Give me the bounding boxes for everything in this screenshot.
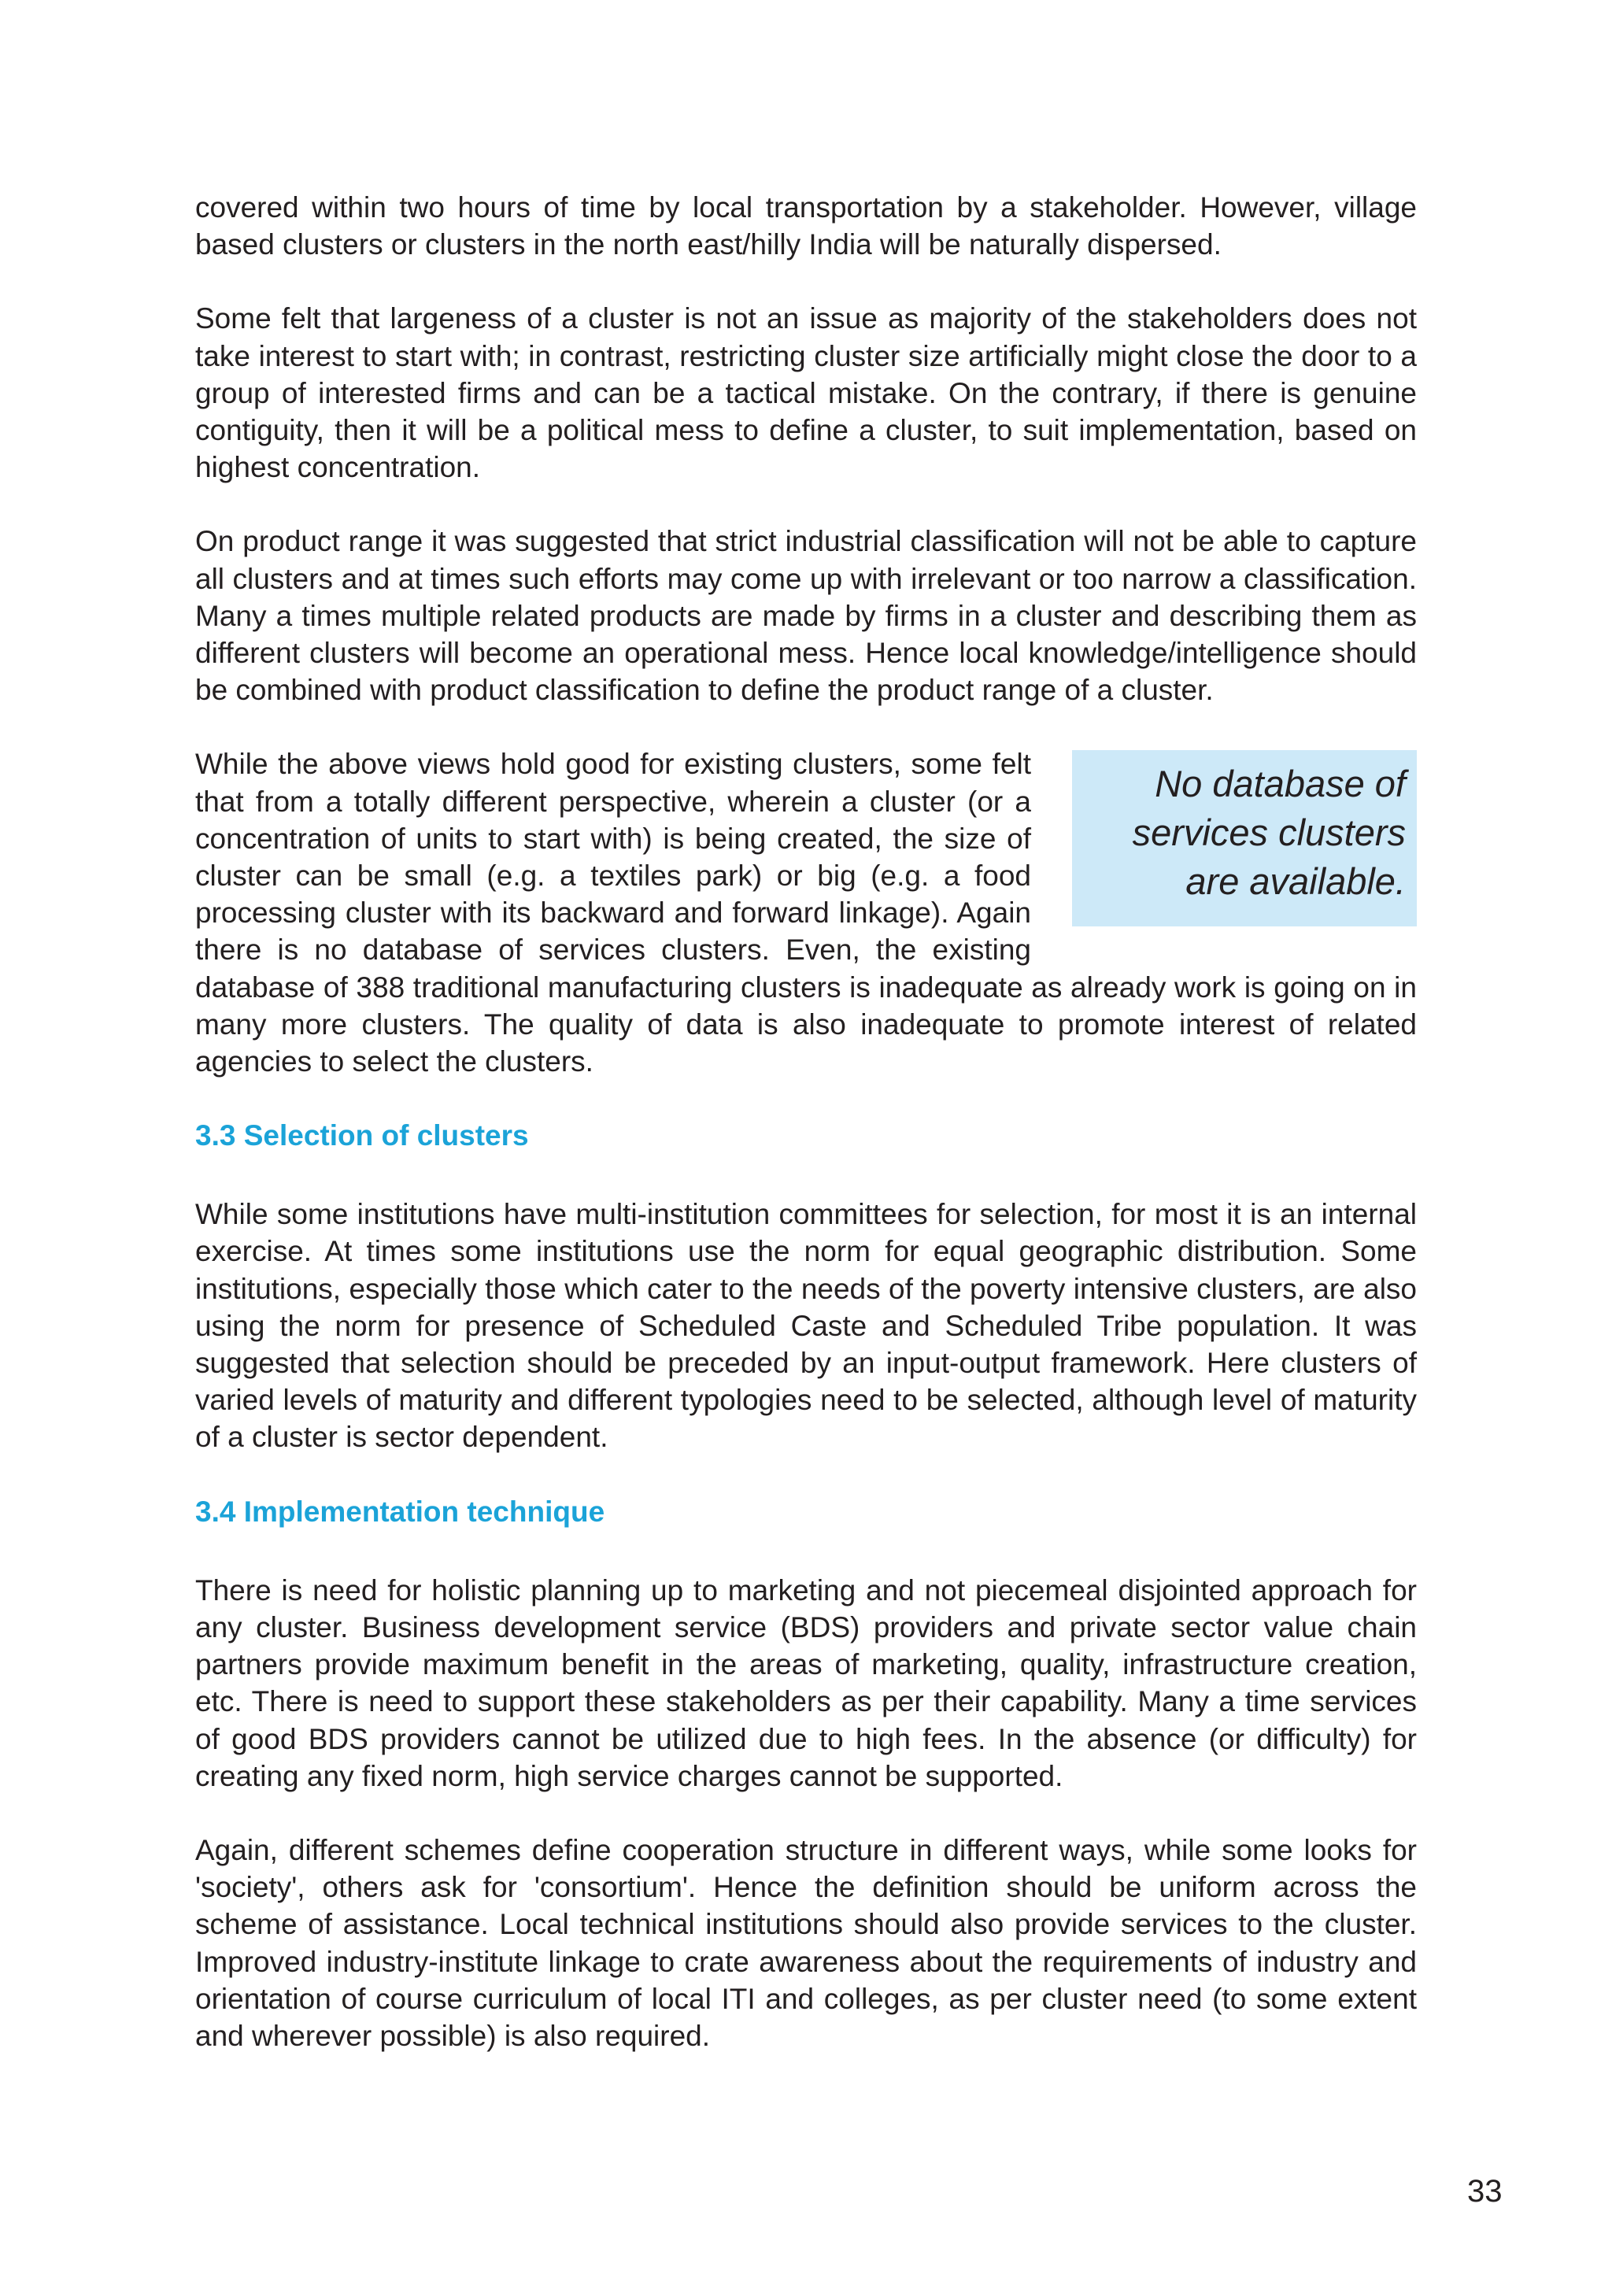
paragraph-cluster-size: Some felt that largeness of a cluster is not an issue as majority of the stakeholders does not take interest to start with; in contrast, restricting cluster size artificially might close the door to a group of interested firms and can be a tactical mistake. On the contrary, if there is genuine contiguity, then it will be a political mess to define a cluster, to suit implementation, based on highest concentration.	[195, 302, 1417, 484]
pull-quote-callout	[1072, 750, 1417, 926]
paragraph-new-clusters: While the above views hold good for existing clusters, some felt that from a totally different perspective, wherein a cluster (or a concentration of units to start with) is being created, the size of cluster can be small (e.g. a textiles park) or big (e.g. a food processing cluster with its backward and forward linkage). Again there is no database of services clusters. Even, the existing database of 388 traditional manufacturing clusters is inadequate as already work is going on in many more clusters. The quality of data is also inadequate to promote interest of related agencies to select the clusters.	[195, 748, 1417, 1078]
page-number: 33	[1467, 2174, 1503, 2209]
paragraph-cluster-dispersion: covered within two hours of time by local transportation by a stakeholder. However, village based clusters or clusters in the north east/hilly India will be naturally dispersed.	[195, 191, 1417, 261]
callout-line-2: services clusters	[1132, 812, 1406, 854]
callout-line-1: No database of	[1155, 763, 1406, 805]
paragraph-selection: While some institutions have multi-institution committees for selection, for most it is an internal exercise. At times some institutions use the norm for equal geographic distribution. Some institutions, especially those which cater to the needs of the poverty intensive clusters, are also using the norm for presence of Scheduled Caste and Scheduled Tribe population. It was suggested that selection should be preceded by an input-output framework. Here clusters of varied levels of maturity and different typologies need to be selected, although level of maturity of a cluster is sector dependent.	[195, 1198, 1417, 1454]
callout-line-3: are available.	[1185, 860, 1406, 903]
paragraph-product-range: On product range it was suggested that strict industrial classification will not be able to capture all clusters and at times such efforts may come up with irrelevant or too narrow a classification. Many a times multiple related products are made by firms in a cluster and describing them as different clusters will become an operational mess. Hence local knowledge/intelligence should be combined with product classification to define the product range of a cluster.	[195, 525, 1417, 707]
paragraph-holistic-planning: There is need for holistic planning up to marketing and not piecemeal disjointed approach for any cluster. Business development service (BDS) providers and private sector value chain partners provide maximum benefit in the areas of marketing, quality, infrastructure creation, etc. There is need to support these stakeholders as per their capability. Many a time services of good BDS providers cannot be utilized due to high fees. In the absence (or difficulty) for creating any fixed norm, high service charges cannot be supported.	[195, 1573, 1417, 1792]
section-heading-implementation: 3.4 Implementation technique	[195, 1495, 605, 1528]
section-heading-selection: 3.3 Selection of clusters	[195, 1119, 529, 1152]
paragraph-cooperation-structure: Again, different schemes define cooperation structure in different ways, while some looks for 'society', others ask for 'consortium'. Hence the definition should be uniform across the scheme of assistance. Local technical institutions should also provide services to the cluster. Improved industry-institute linkage to crate awareness about the requirements of industry and orientation of course curriculum of local ITI and colleges, as per cluster need (to some extent and wherever possible) is also required.	[195, 1833, 1417, 2052]
page-content	[195, 189, 1417, 2091]
